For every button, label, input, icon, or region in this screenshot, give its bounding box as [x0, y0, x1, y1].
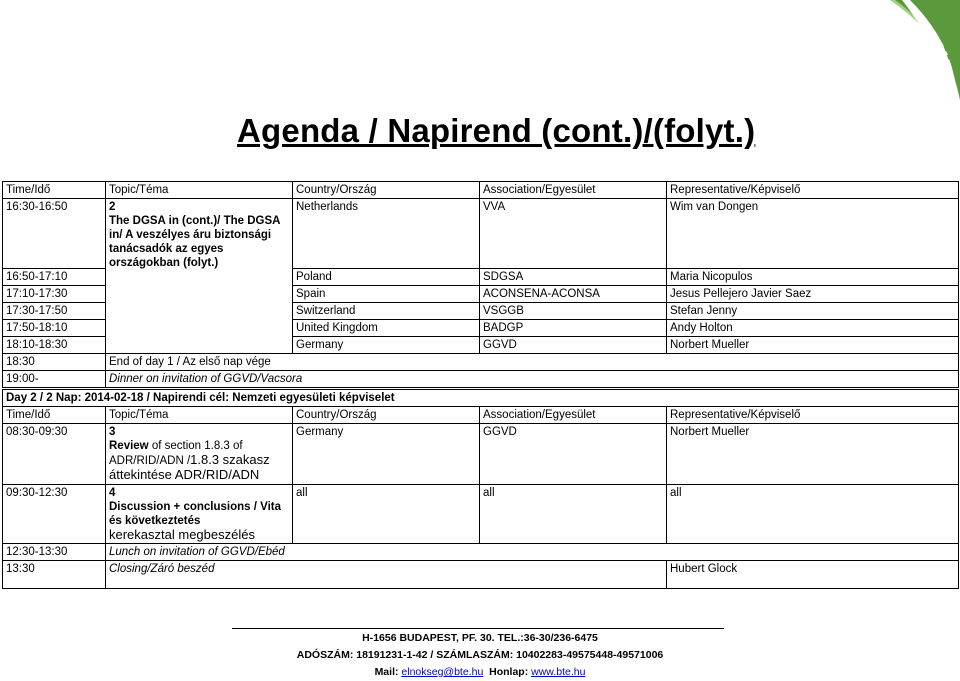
table-row	[3, 371, 959, 388]
topic-text: The DGSA in (cont.)/ The DGSA in/ A veszélyes áru biztonsági tanácsadók az egyes országokban (folyt.)	[109, 215, 281, 269]
representative-cell: Wim van Dongen	[667, 199, 959, 269]
topic-cell	[106, 199, 293, 354]
agenda-table-day1	[2, 181, 959, 388]
header-association: Association/Egyesület	[480, 182, 667, 199]
website-link[interactable]: www.bte.hu	[531, 666, 586, 678]
association-cell: GGVD	[480, 424, 667, 485]
representative-cell: all	[667, 485, 959, 544]
country-cell: all	[293, 485, 480, 544]
table-header-row	[3, 182, 959, 199]
time-cell: 19:00-	[3, 371, 106, 388]
header-topic: Topic/Téma	[106, 407, 293, 424]
representative-cell: Stefan Jenny	[667, 303, 959, 320]
mail-label: Mail:	[374, 666, 402, 678]
day2-heading: Day 2 / 2 Nap: 2014-02-18 / Napirendi cél: Nemzeti egyesületi képviselet	[3, 390, 959, 407]
topic-number: 4	[109, 487, 116, 499]
road-logo-icon	[840, 0, 960, 100]
time-cell: 17:50-18:10	[3, 320, 106, 337]
time-cell: 17:30-17:50	[3, 303, 106, 320]
country-cell: Poland	[293, 269, 480, 286]
association-cell: VSGGB	[480, 303, 667, 320]
time-cell: 08:30-09:30	[3, 424, 106, 485]
topic-number: 2	[109, 201, 116, 213]
footer-divider	[232, 628, 724, 629]
topic-text-bold: Discussion + conclusions / Vita és következtetés	[109, 501, 282, 527]
association-cell: BADGP	[480, 320, 667, 337]
footer-contact	[0, 666, 960, 678]
closing-text: Closing/Záró beszéd	[106, 561, 667, 589]
association-cell: GGVD	[480, 337, 667, 354]
topic-text-bold: Review	[109, 440, 149, 452]
representative-cell: Norbert Mueller	[667, 424, 959, 485]
topic-cell	[106, 424, 293, 485]
country-cell: Switzerland	[293, 303, 480, 320]
table-row	[3, 354, 959, 371]
header-country: Country/Ország	[293, 182, 480, 199]
table-row	[3, 424, 959, 485]
table-row	[3, 561, 959, 589]
header-representative: Representative/Képviselő	[667, 182, 959, 199]
representative-cell: Hubert Glock	[667, 561, 959, 589]
table-header-row	[3, 407, 959, 424]
association-cell: SDGSA	[480, 269, 667, 286]
country-cell: Netherlands	[293, 199, 480, 269]
country-cell: Germany	[293, 424, 480, 485]
topic-cell	[106, 485, 293, 544]
page-title: Agenda / Napirend (cont.)/(folyt.)	[237, 112, 756, 149]
web-label: Honlap:	[483, 666, 532, 678]
header-time: Time/Idő	[3, 407, 106, 424]
representative-cell: Andy Holton	[667, 320, 959, 337]
topic-text-hu: 1.8.3 szakasz áttekintése ADR/RID/ADN	[109, 452, 270, 482]
lunch-text: Lunch on invitation of GGVD/Ebéd	[106, 544, 959, 561]
table-row	[3, 199, 959, 269]
association-cell: all	[480, 485, 667, 544]
dinner-text: Dinner on invitation of GGVD/Vacsora	[106, 371, 959, 388]
time-cell: 18:30	[3, 354, 106, 371]
footer-address: H-1656 BUDAPEST, PF. 30. TEL.:36-30/236-6475	[362, 632, 598, 644]
time-cell: 18:10-18:30	[3, 337, 106, 354]
time-cell: 16:50-17:10	[3, 269, 106, 286]
time-cell: 17:10-17:30	[3, 286, 106, 303]
time-cell: 13:30	[3, 561, 106, 589]
time-cell: 09:30-12:30	[3, 485, 106, 544]
association-cell: VVA	[480, 199, 667, 269]
table-row	[3, 544, 959, 561]
day-heading-row	[3, 390, 959, 407]
header-country: Country/Ország	[293, 407, 480, 424]
representative-cell: Jesus Pellejero Javier Saez	[667, 286, 959, 303]
agenda-table-day2	[2, 389, 959, 589]
table-row	[3, 485, 959, 544]
topic-number: 3	[109, 426, 116, 438]
country-cell: Spain	[293, 286, 480, 303]
representative-cell: Maria Nicopulos	[667, 269, 959, 286]
header-time: Time/Idő	[3, 182, 106, 199]
footer-tax-info: ADÓSZÁM: 18191231-1-42 / SZÁMLASZÁM: 10402283-49575448-49571006	[296, 649, 664, 661]
header-representative: Representative/Képviselő	[667, 407, 959, 424]
end-of-day-text: End of day 1 / Az első nap vége	[106, 354, 959, 371]
country-cell: Germany	[293, 337, 480, 354]
association-cell: ACONSENA-ACONSA	[480, 286, 667, 303]
time-cell: 16:30-16:50	[3, 199, 106, 269]
topic-text-hu: kerekasztal megbeszélés	[109, 527, 255, 542]
header-topic: Topic/Téma	[106, 182, 293, 199]
email-link[interactable]: elnokseg@bte.hu	[401, 666, 484, 678]
representative-cell: Norbert Mueller	[667, 337, 959, 354]
country-cell: United Kingdom	[293, 320, 480, 337]
topic-text: of section 1.8.3 of ADR/RID/ADN /	[109, 440, 243, 467]
time-cell: 12:30-13:30	[3, 544, 106, 561]
header-association: Association/Egyesület	[480, 407, 667, 424]
